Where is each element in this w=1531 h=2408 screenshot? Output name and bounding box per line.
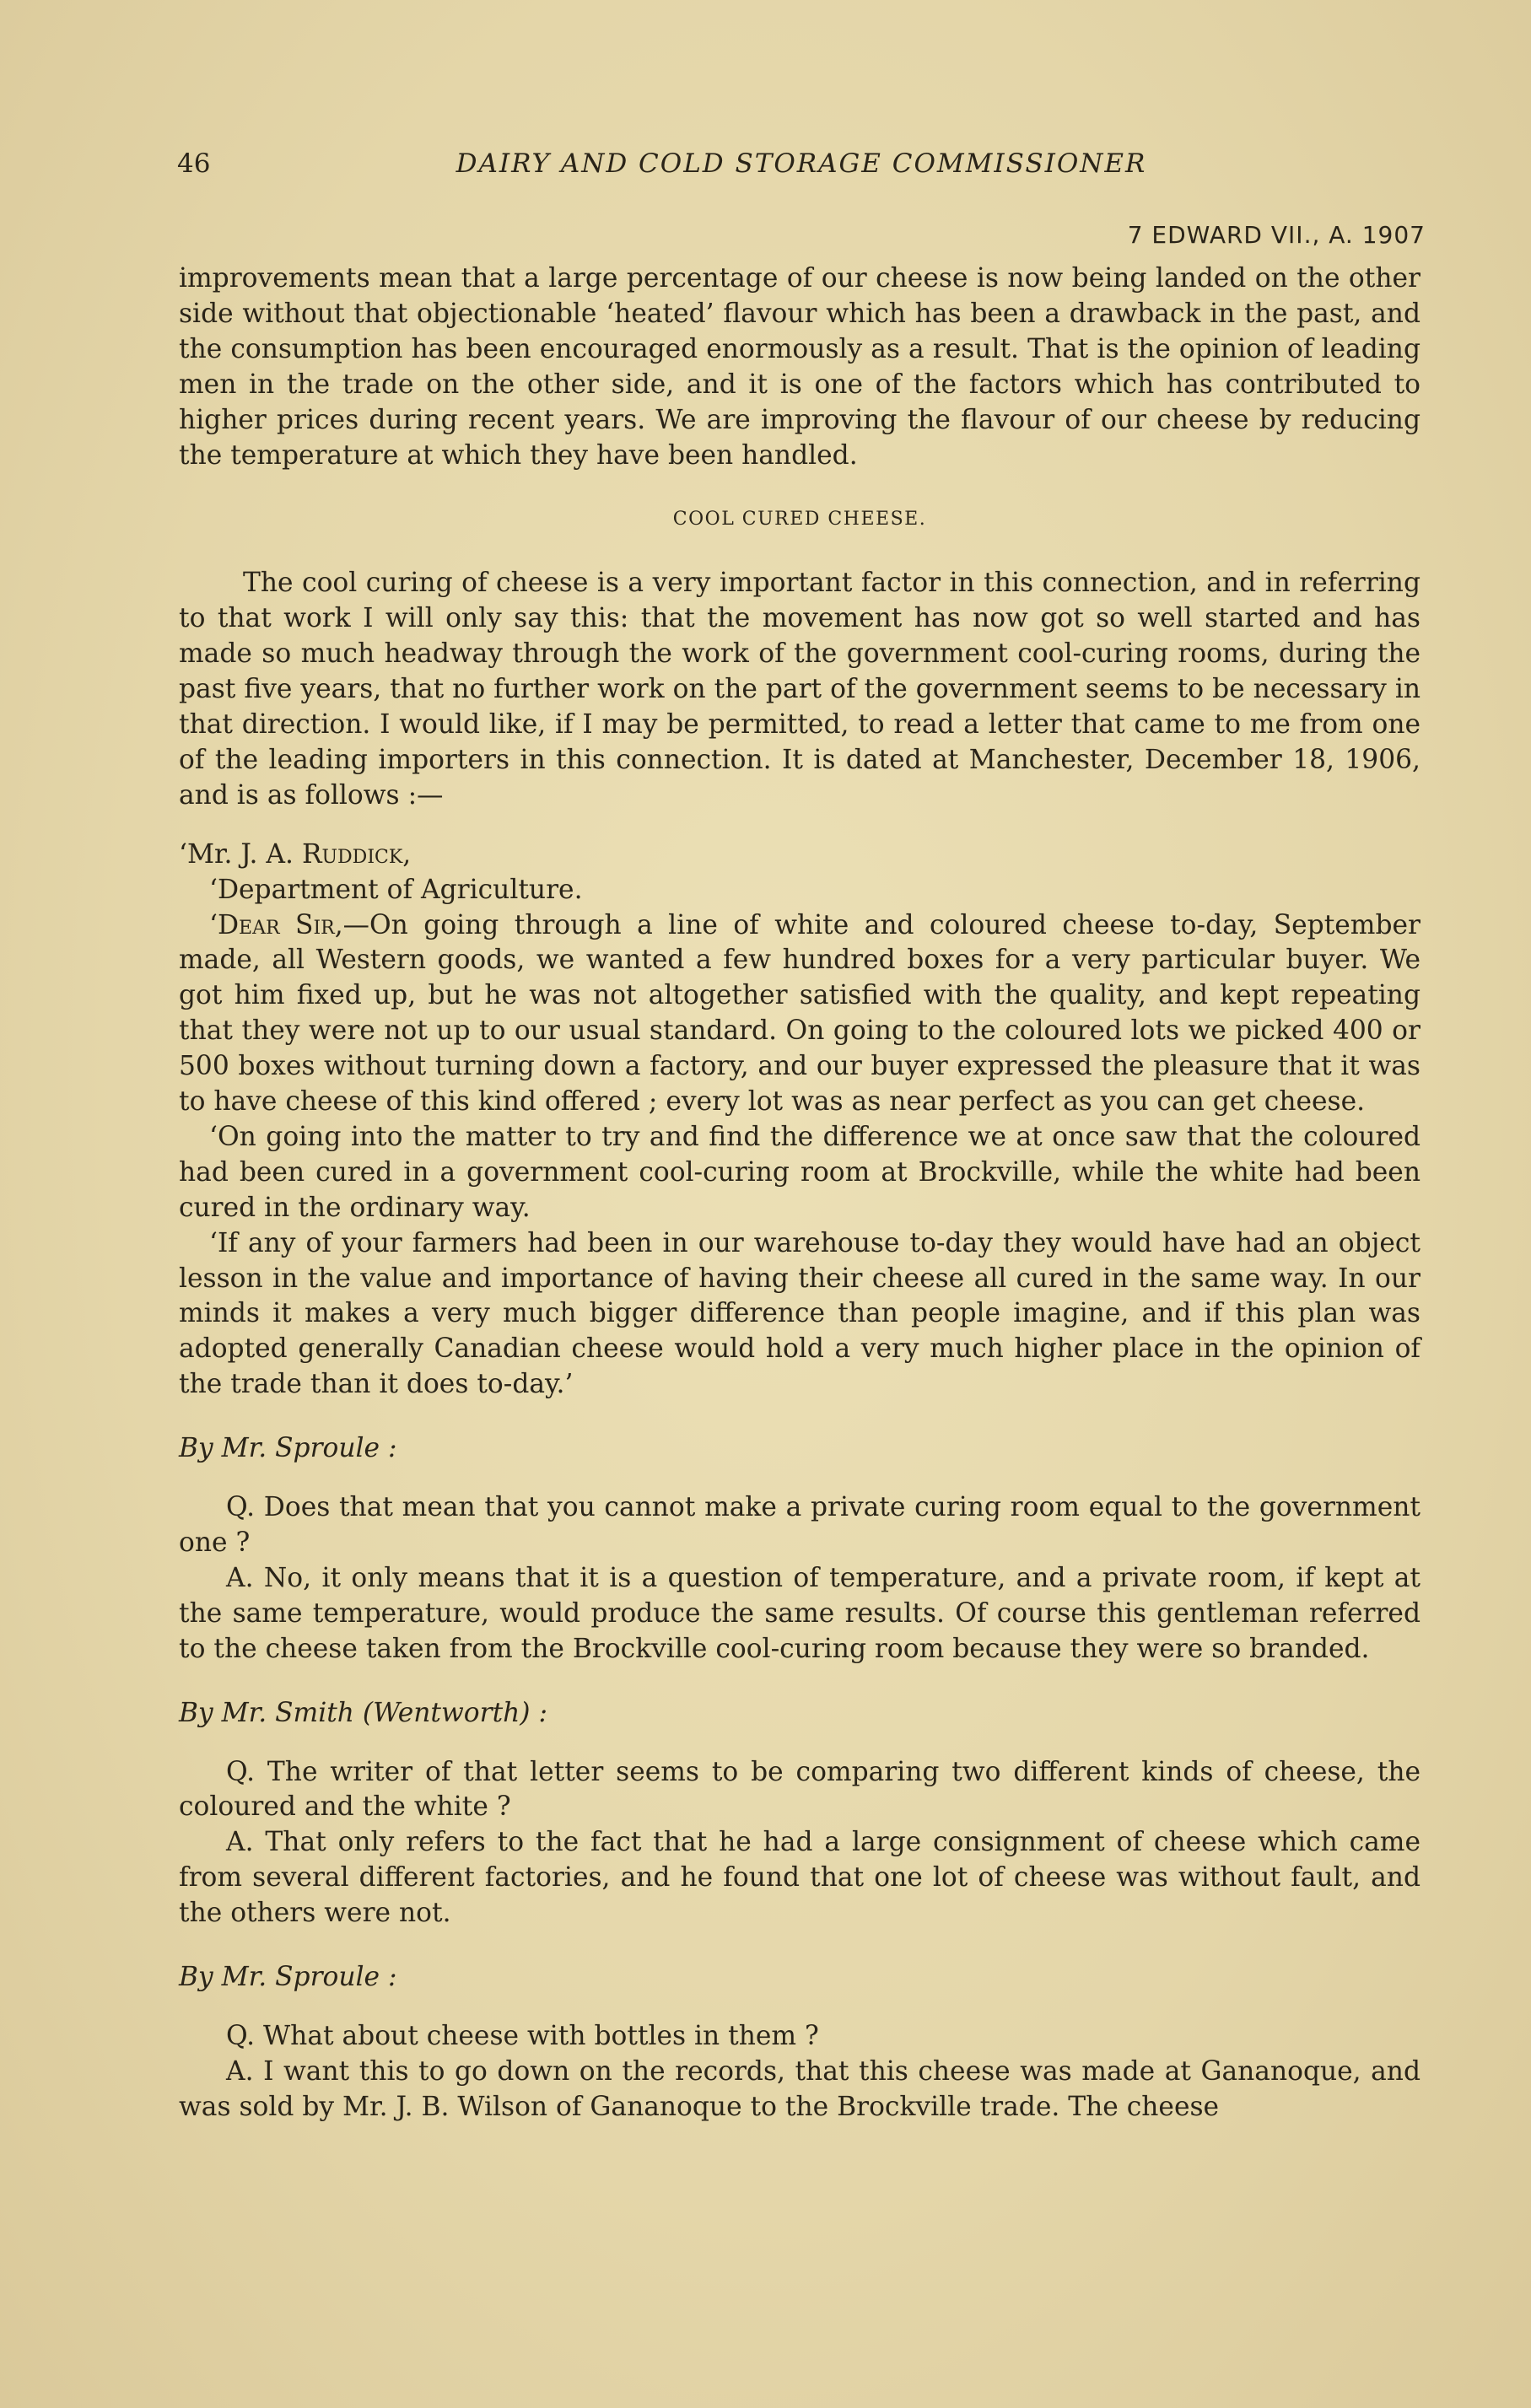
letter-department: ‘Department of Agriculture. — [209, 874, 583, 905]
speaker-heading: By Mr. Sproule : — [179, 1962, 397, 1993]
page-header — [177, 148, 1426, 191]
page-number: 46 — [177, 148, 211, 179]
answer: A. No, it only means that it is a question of temperature, and a private room, if kept at the same temperature, would produce the same results. Of course this gentleman referred to the cheese taken from the Brockville cool-curing room because they were so branded. — [179, 1562, 1420, 1664]
answer: A. I want this to go down on the records, that this cheese was made at Gananoque, and was sold by Mr. J. B. Wilson of Gananoque to the Brockville trade. The cheese — [179, 2055, 1420, 2122]
question: Q. Does that mean that you cannot make a private curing room equal to the government one ? — [179, 1492, 1420, 1558]
letter-paragraph-2: ‘On going into the matter to try and find the difference we at once saw that the coloured had been cured in a government cool-curing room at Brockville, while the white had been cured in the ordinary way. — [179, 1121, 1420, 1223]
letter-addressee: ‘Mr. J. A. Ruddick, — [179, 838, 412, 870]
letter-paragraph-3: ‘If any of your farmers had been in our warehouse to-day they would have had an object lesson in the value and importance of having their cheese all cured in the same way. In our minds it makes a very much bigger difference than people imagine, and if this plan was adopted generally Canadian cheese would hold a very much higher place in the opinion of the trade than it does to-day.’ — [179, 1227, 1420, 1400]
speaker-heading: By Mr. Smith (Wentworth) : — [179, 1697, 548, 1728]
section-heading: COOL CURED CHEESE. — [672, 509, 927, 531]
letter-paragraph-1: ‘Dear Sir,—On going through a line of white and coloured cheese to-day, September made, all Western goods, we wanted a few hundred boxes for a very particular buyer. We got him fixed up, but he was not altogether satisfied with the quality, and kept repeating that they were not up to our usual standard. On going to the coloured lots we picked 400 or 500 boxes without turning down a factory, and our buyer expressed the pleasure that it was to have cheese of this kind offered ; every lot was as near perfect as you can get cheese. — [179, 909, 1420, 1118]
session-reference: 7 EDWARD VII., A. 1907 — [1127, 221, 1426, 249]
answer: A. That only refers to the fact that he had a large consignment of cheese which came from several different factories, and he found that one lot of cheese was without fault, and the others were not. — [179, 1827, 1420, 1929]
intro-paragraph: improvements mean that a large percentage of our cheese is now being landed on the other side without that objectionable ‘heated’ flavour which has been a drawback in the past, and the consumption has been encouraged enormously as a result. That is the opinion of leading men in the trade on the other side, and it is one of the factors which has contributed to higher prices during recent years. We are improving the flavour of our cheese by reducing the temperature at which they have been handled. — [179, 263, 1420, 471]
speaker-heading: By Mr. Sproule : — [179, 1433, 397, 1464]
question: Q. The writer of that letter seems to be comparing two different kinds of cheese, the coloured and the white ? — [179, 1756, 1420, 1823]
cool-curing-paragraph: The cool curing of cheese is a very important factor in this connection, and in referring to that work I will only say this: that the movement has now got so well started and has made so much headway through the work of the government cool-curing rooms, during the past five years, that no further work on the part of the government seems to be necessary in that direction. I would like, if I may be permitted, to read a letter that came to me from one of the leading importers in this connection. It is dated at Manchester, December 18, 1906, and is as follows :— — [179, 568, 1420, 811]
body-text — [179, 261, 1420, 2125]
question: Q. What about cheese with bottles in them ? — [226, 2020, 819, 2051]
running-title: DAIRY AND COLD STORAGE COMMISSIONER — [456, 148, 1147, 179]
